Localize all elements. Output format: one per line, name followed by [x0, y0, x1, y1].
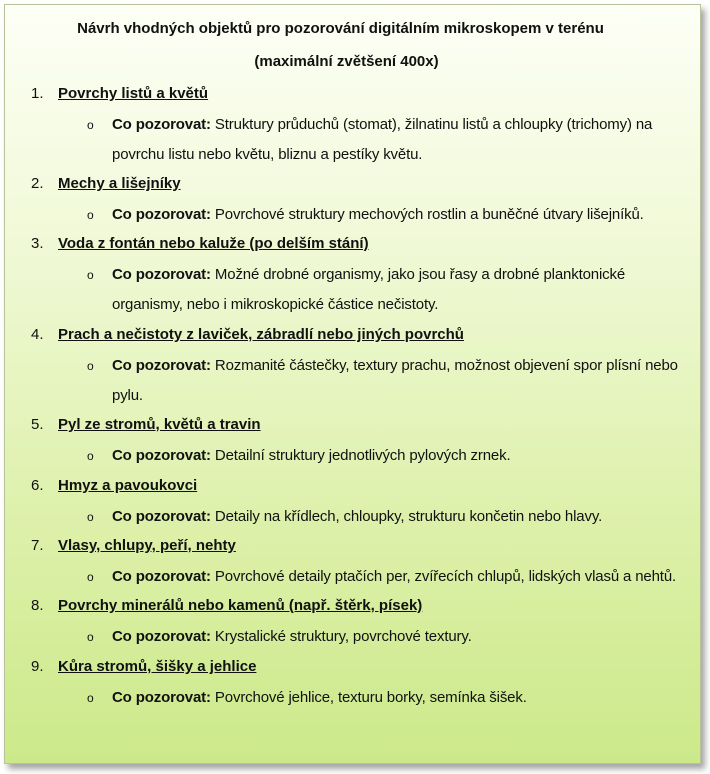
list-item-detail: [112, 683, 694, 713]
detail-label: Co pozorovat:: [112, 568, 211, 585]
detail-label: Co pozorovat:: [112, 689, 211, 706]
bullet-icon: o: [87, 570, 94, 584]
list-item-detail: [112, 200, 694, 230]
list-item-number: 2.: [31, 175, 44, 192]
bullet-icon: o: [87, 691, 94, 705]
list-item-detail: [112, 622, 694, 652]
bullet-icon: o: [87, 118, 94, 132]
detail-text: Rozmanité částečky, textury prachu, možnost objevení spor plísní nebo pylu.: [112, 357, 678, 404]
detail-text: Struktury průduchů (stomat), žilnatinu listů a chloupky (trichomy) na povrchu listu nebo květu, bliznu a pestíky květu.: [112, 116, 653, 163]
document-title: Návrh vhodných objektů pro pozorování digitálním mikroskopem v terénu: [77, 20, 604, 37]
list-item-detail: [112, 441, 694, 471]
detail-text: Detaily na křídlech, chloupky, strukturu končetin nebo hlavy.: [214, 508, 603, 525]
document-panel: [4, 4, 701, 764]
document-subtitle: (maximální zvětšení 400x): [254, 53, 439, 70]
bullet-icon: o: [87, 268, 94, 282]
detail-text: Detailní struktury jednotlivých pylových zrnek.: [214, 447, 511, 464]
list-item-number: 3.: [31, 235, 44, 252]
detail-text: Možné drobné organismy, jako jsou řasy a drobné planktonické organismy, nebo i mikroskopické částice nečistoty.: [112, 266, 626, 313]
list-item-title: Pyl ze stromů, květů a travin: [58, 416, 261, 433]
list-item-title: Vlasy, chlupy, peří, nehty: [58, 537, 236, 554]
list-item-title: Mechy a lišejníky: [58, 175, 181, 192]
list-item-number: 4.: [31, 326, 44, 343]
list-item-title: Hmyz a pavoukovci: [58, 477, 198, 494]
list-item-detail: [112, 502, 694, 532]
detail-text: Povrchové struktury mechových rostlin a buněčné útvary lišejníků.: [214, 206, 644, 223]
detail-label: Co pozorovat:: [112, 266, 211, 283]
list-item-detail: [112, 562, 694, 592]
list-item-number: 1.: [31, 85, 44, 102]
detail-text: Krystalické struktury, povrchové textury.: [214, 628, 472, 645]
list-item-title: Prach a nečistoty z laviček, zábradlí nebo jiných povrchů: [58, 326, 464, 343]
detail-label: Co pozorovat:: [112, 628, 211, 645]
detail-text: Povrchové detaily ptačích per, zvířecích chlupů, lidských vlasů a nehtů.: [214, 568, 677, 585]
list-item-detail: [112, 351, 694, 411]
detail-label: Co pozorovat:: [112, 357, 211, 374]
list-item-number: 7.: [31, 537, 44, 554]
bullet-icon: o: [87, 630, 94, 644]
list-item-number: 5.: [31, 416, 44, 433]
bullet-icon: o: [87, 510, 94, 524]
detail-label: Co pozorovat:: [112, 508, 211, 525]
bullet-icon: o: [87, 208, 94, 222]
bullet-icon: o: [87, 359, 94, 373]
detail-label: Co pozorovat:: [112, 447, 211, 464]
list-item-title: Kůra stromů, šišky a jehlice: [58, 658, 257, 675]
list-item-title: Povrchy listů a květů: [58, 85, 209, 102]
list-item-number: 9.: [31, 658, 44, 675]
detail-label: Co pozorovat:: [112, 116, 211, 133]
list-item-title: Voda z fontán nebo kaluže (po delším stání): [58, 235, 369, 252]
bullet-icon: o: [87, 449, 94, 463]
detail-text: Povrchové jehlice, texturu borky, semínka šišek.: [214, 689, 527, 706]
list-item-title: Povrchy minerálů nebo kamenů (např. štěrk, písek): [58, 597, 423, 614]
list-item-number: 6.: [31, 477, 44, 494]
list-item-detail: [112, 260, 694, 320]
list-item-detail: [112, 110, 694, 170]
list-item-number: 8.: [31, 597, 44, 614]
detail-label: Co pozorovat:: [112, 206, 211, 223]
